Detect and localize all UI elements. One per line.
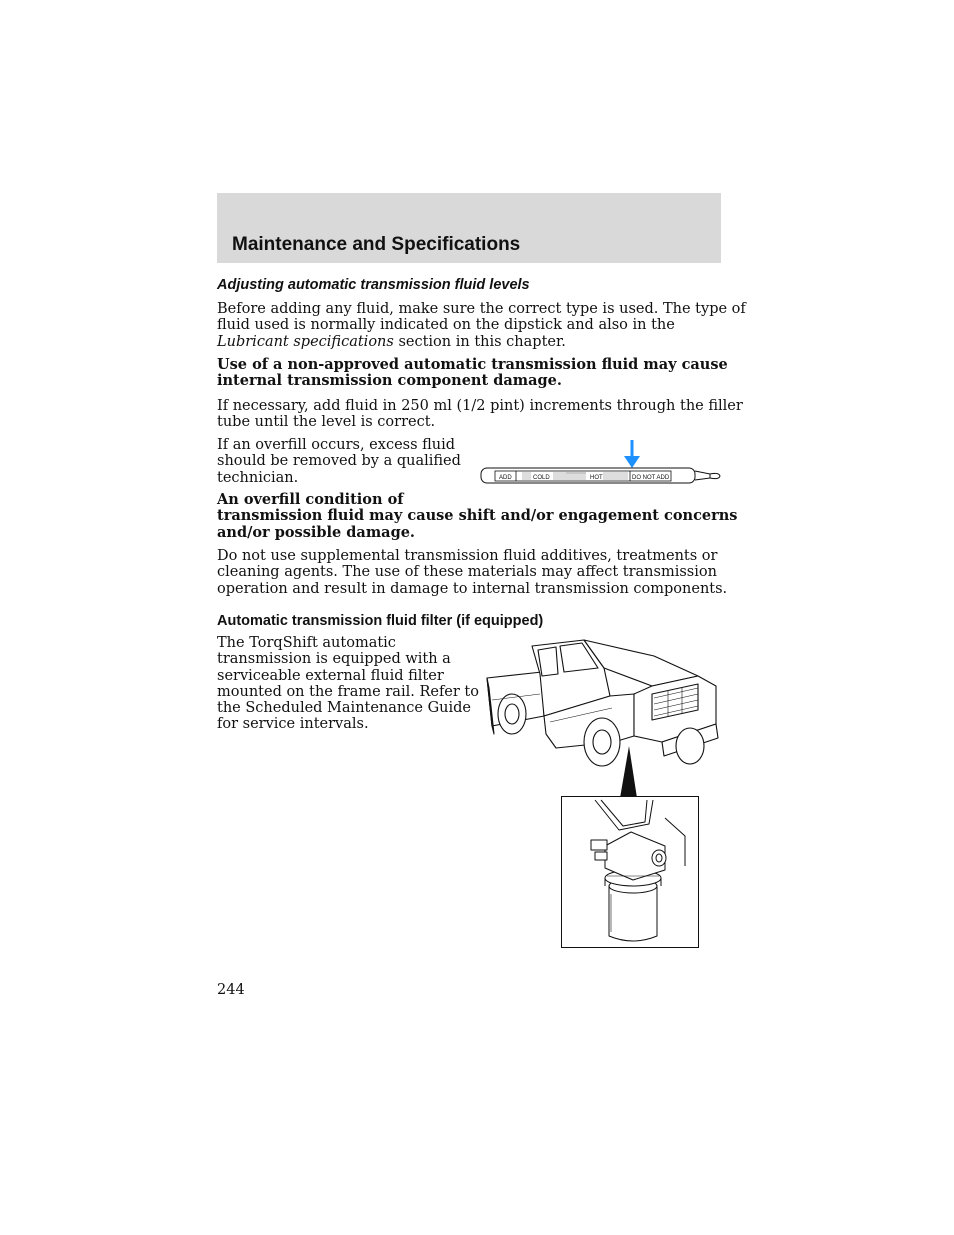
text-line: tube until the level is correct. — [217, 414, 436, 431]
text-line: Use of a non-approved automatic transmission fluid may cause — [217, 356, 728, 373]
paragraph-fluid-type — [217, 301, 746, 350]
dipstick-label-cold: COLD — [533, 475, 550, 481]
text-line: The TorqShift automatic — [217, 635, 396, 651]
text-line: fluid used is normally indicated on the dipstick and also in the — [217, 317, 675, 334]
dipstick-illustration — [478, 438, 723, 490]
warning-non-approved-fluid — [217, 357, 728, 390]
text-line: serviceable external fluid filter — [217, 667, 444, 684]
warning-overfill — [217, 492, 737, 541]
dipstick-label-do-not-add: DO NOT ADD — [632, 475, 670, 481]
subheading-adjusting-fluid: Adjusting automatic transmission fluid levels — [217, 277, 530, 293]
text-line: and/or possible damage. — [217, 523, 415, 541]
paragraph-add-increments — [217, 398, 743, 431]
text-line: Before adding any fluid, make sure the correct type is used. The type of — [217, 301, 746, 317]
filter-closeup-illustration — [561, 796, 699, 948]
truck-rear-window — [538, 647, 558, 676]
text-line: mounted on the frame rail. Refer to — [217, 683, 479, 700]
subheading-fluid-filter: Automatic transmission fluid filter (if equipped) — [217, 613, 544, 629]
text-line: transmission fluid may cause shift and/or engagement concerns — [217, 507, 738, 525]
text-line: If an overfill occurs, excess fluid — [217, 437, 456, 453]
text-line: Do not use supplemental transmission fluid additives, treatments or — [217, 548, 718, 564]
text-line: should be removed by a qualified — [217, 453, 461, 470]
text-line: operation and result in damage to internal transmission components. — [217, 580, 728, 597]
dipstick-label-add: ADD — [499, 475, 512, 481]
dipstick-label-hot: HOT — [590, 475, 603, 481]
arrow-down-icon — [624, 456, 640, 468]
text-line: internal transmission component damage. — [217, 372, 562, 390]
page-number: 244 — [217, 982, 245, 998]
filter-canister — [609, 886, 657, 941]
paragraph-no-additives — [217, 548, 727, 597]
text-line: An overfill condition of — [217, 491, 404, 508]
text-line: If necessary, add fluid in 250 ml (1/2 pint) increments through the filler — [217, 398, 743, 414]
text-fragment: section in this chapter. — [393, 333, 566, 350]
paragraph-overfill — [217, 437, 461, 486]
paragraph-torqshift — [217, 635, 479, 733]
text-line: the Scheduled Maintenance Guide — [217, 700, 471, 717]
text-line: technician. — [217, 469, 299, 486]
truck-front-wheel-right — [676, 728, 704, 764]
text-line — [217, 334, 746, 350]
text-line: for service intervals. — [217, 716, 369, 733]
truck-illustration — [484, 638, 722, 800]
fitting-left — [591, 840, 607, 850]
lubricant-specifications-ref: Lubricant specifications — [217, 333, 394, 350]
pointer-wedge — [620, 746, 637, 798]
text-line: cleaning agents. The use of these materials may affect transmission — [217, 564, 717, 581]
text-line: transmission is equipped with a — [217, 651, 451, 668]
section-title: Maintenance and Specifications — [232, 234, 521, 255]
